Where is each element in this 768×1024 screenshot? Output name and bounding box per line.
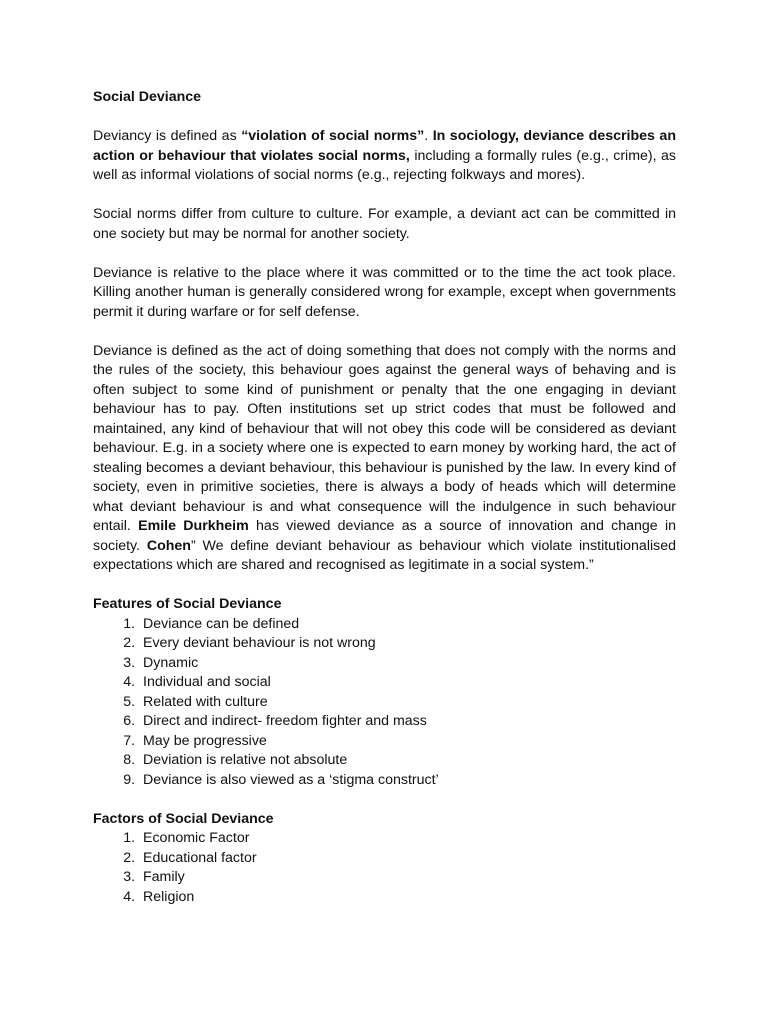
p1-text-c: . [424,128,433,144]
list-item: 5. Related with culture [139,693,676,713]
p1-bold-definition: In sociology, deviance describes an action or behaviour that violates social norms, [93,128,676,164]
list-item: 2. Every deviant behaviour is not wrong [139,634,676,654]
p1-quote: “violation of social norms” [241,128,425,144]
paragraph-act [93,342,676,576]
list-item: 4. Religion [139,888,676,908]
factors-heading: Factors of Social Deviance [93,810,274,827]
list-item: 8. Deviation is relative not absolute [139,751,676,771]
p4-text-c: has viewed deviance as a source of innovation and change in society. [93,518,677,554]
p1-text-e: including a formally rules (e.g., crime), as well as informal violations of social norms (e.g., rejecting folkways and mores). [93,147,677,183]
list-item: 4. Individual and social [139,673,676,693]
list-item: 9. Deviance is also viewed as a ‘stigma construct’ [139,771,676,791]
p4-durkheim: Emile Durkheim [138,518,249,534]
list-item: 1. Economic Factor [139,829,676,849]
factors-list [93,829,676,907]
paragraph-definition [93,127,676,186]
features-heading: Features of Social Deviance [93,596,282,612]
p4-cohen: Cohen [146,537,191,554]
p4-text-a: Deviance is defined as the act of doing something that does not comply with the norms and the rules of the society, this behaviour goes against the general ways of behaving and is often subject to some kind of punishment or penalty that the one engaging in deviant behaviour has to pay. Often institutions set up strict codes that must be followed and maintained, any kind of behaviour that will not obey this code will be considered as deviant behaviour. E.g. in a society where one is expected to earn money by working hard, the act of stealing becomes a deviant behaviour, this behaviour is punished by the law. In every kind of society, even in primitive societies, there is always a body of heads which will determine what deviant behaviour is and what consequence will the indulgence in such behaviour entail. [93,342,676,534]
list-item: 7. May be progressive [139,732,676,752]
list-item: 1. Deviance can be defined [139,615,676,635]
list-item: 6. Direct and indirect- freedom fighter and mass [139,712,676,732]
p1-text-a: Deviancy is defined as [93,128,242,144]
p4-text-e: ” We define deviant behaviour as behaviour which violate institutionalised expectations which are shared and recognised as legitimate in a social system.” [93,537,676,573]
list-item: 3. Family [139,868,676,888]
paragraph-culture: Social norms differ from culture to culture. For example, a deviant act can be committed in one society but may be normal for another society. [93,206,676,242]
list-item: 3. Dynamic [139,654,676,674]
document-title: Social Deviance [93,89,202,105]
paragraph-relative: Deviance is relative to the place where it was committed or to the time the act took place. Killing another human is generally considered wrong for example, except when governments permit it during warfare or for self defense. [93,264,676,320]
list-item: 2. Educational factor [139,849,676,869]
features-list [93,615,676,791]
